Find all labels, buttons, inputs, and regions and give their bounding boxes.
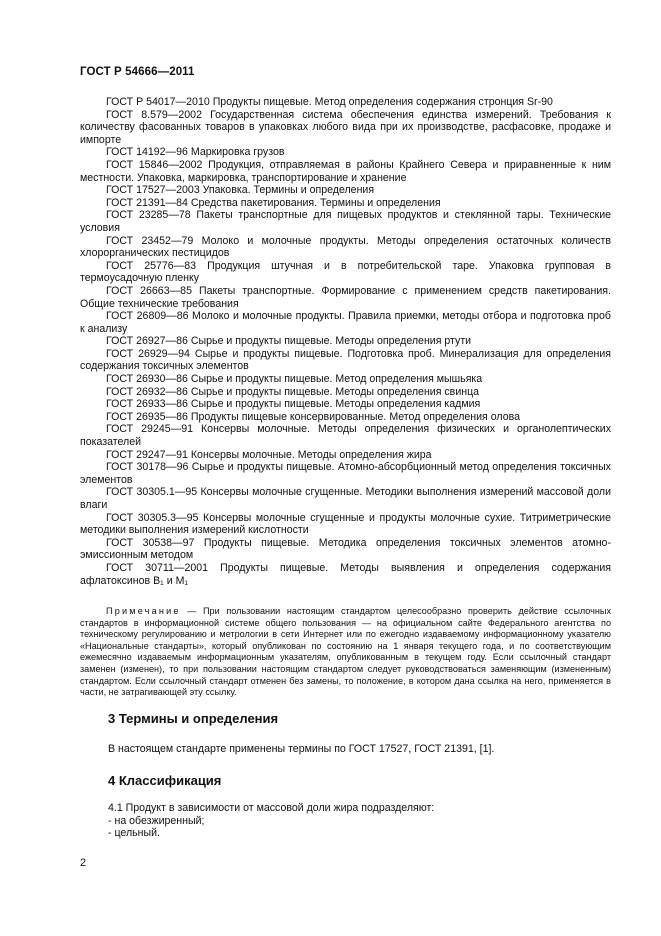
reference-item: ГОСТ 23285—78 Пакеты транспортные для пищевых продуктов и стеклянной тары. Технические условия (80, 209, 611, 234)
list-item: - цельный. (108, 827, 160, 840)
reference-item: ГОСТ 14192—96 Маркировка грузов (106, 146, 285, 159)
classification-list (108, 802, 608, 840)
reference-item: ГОСТ 30305.3—95 Консервы молочные сгущенные и продукты молочные сухие. Титриметрические методики выполнения измерений кислотности (80, 511, 611, 537)
note-text: — При пользовании настоящим стандартом целесообразно проверить действие ссылочных стандартов в информационной системе общего пользования — на официальном сайте Федерального агентства по техническому регулированию и метрологии в сети Интернет или по ежегодно издаваемому информационному указателю «Национальные стандарты», который опубликован по состоянию на 1 января текущего года, и по соответствующим ежемесячно издаваемым информационным указателям, опубликованным в текущем году. Если ссылочный стандарт заменен (изменен), то при пользовании настоящим стандартом следует руководствоваться заменяющим (измененным) стандартом. Если ссылочный стандарт отменен без замены, то положение, в котором дана ссылка на него, применяется в части, не затрагивающей эту ссылку. (80, 606, 611, 698)
section-3-text: В настоящем стандарте применены термины по ГОСТ 17527, ГОСТ 21391, [1]. (108, 743, 495, 755)
reference-item: ГОСТ 15846—2002 Продукция, отправляемая в районы Крайнего Севера и приравненные к ним местности. Упаковка, маркировка, транспортирование и хранение (80, 158, 611, 184)
normative-references-list (80, 96, 611, 587)
reference-item: ГОСТ 23452—79 Молоко и молочные продукты. Методы определения остаточных количеств хлорорганических пестицидов (80, 234, 611, 260)
reference-item: ГОСТ 26809—86 Молоко и молочные продукты. Правила приемки, методы отбора и подготовка проб к анализу (80, 310, 611, 335)
reference-item: ГОСТ 26935—86 Продукты пищевые консервированные. Метод определения олова (106, 410, 520, 423)
reference-item: ГОСТ 30178—96 Сырье и продукты пищевые. Атомно-абсорбционный метод определения токсичных элементов (80, 461, 611, 486)
reference-item: ГОСТ Р 54017—2010 Продукты пищевые. Метод определения содержания стронция Sr-90 (106, 96, 553, 108)
reference-item: ГОСТ 29245—91 Консервы молочные. Методы определения физических и органолептических показателей (80, 423, 611, 449)
reference-item: ГОСТ 21391—84 Средства пакетирования. Термины и определения (106, 196, 441, 209)
reference-item: ГОСТ 26932—86 Сырье и продукты пищевые. Методы определения свинца (106, 385, 480, 398)
reference-item: ГОСТ 26933—86 Сырье и продукты пищевые. Методы определения кадмия (106, 398, 481, 411)
classification-intro: 4.1 Продукт в зависимости от массовой доли жира подразделяют: (108, 802, 435, 814)
reference-item: ГОСТ 30538—97 Продукты пищевые. Методика определения токсичных элементов атомно-эмиссионным методом (80, 536, 611, 562)
page-number: 2 (80, 857, 87, 869)
reference-item: ГОСТ 26927—86 Сырье и продукты пищевые. Методы определения ртути (106, 335, 472, 348)
document-header: ГОСТ Р 54666—2011 (80, 66, 195, 78)
reference-item: ГОСТ 25776—83 Продукция штучная и в потребительской таре. Упаковка групповая в термоусадочную пленку (80, 259, 611, 285)
reference-item: ГОСТ 26663—85 Пакеты транспортные. Формирование с применением средств пакетирования. Общие технические требования (80, 284, 611, 310)
reference-item: ГОСТ 30711—2001 Продукты пищевые. Методы выявления и определения содержания афлатоксинов B₁ и M₁ (80, 561, 611, 587)
reference-item: ГОСТ 8.579—2002 Государственная система обеспечения единства измерений. Требования к количеству фасованных товаров в упаковках любого вида при их производстве, расфасовке, продаже и импорте (80, 108, 612, 146)
note-label: Примечание (106, 606, 181, 616)
note-paragraph (80, 606, 611, 699)
reference-item: ГОСТ 26929—94 Сырье и продукты пищевые. Подготовка проб. Минерализация для определения содержания токсичных элементов (80, 347, 611, 373)
section-3-heading: 3 Термины и определения (108, 711, 279, 726)
list-item: - на обезжиренный; (108, 814, 205, 827)
reference-item: ГОСТ 17527—2003 Упаковка. Термины и определения (106, 184, 375, 197)
reference-item: ГОСТ 29247—91 Консервы молочные. Методы определения жира (106, 448, 432, 461)
section-4-heading: 4 Классификация (108, 773, 222, 788)
reference-item: ГОСТ 26930—86 Сырье и продукты пищевые. Метод определения мышьяка (106, 373, 483, 386)
reference-item: ГОСТ 30305.1—95 Консервы молочные сгущенные. Методики выполнения измерений массовой доли влаги (80, 486, 611, 511)
